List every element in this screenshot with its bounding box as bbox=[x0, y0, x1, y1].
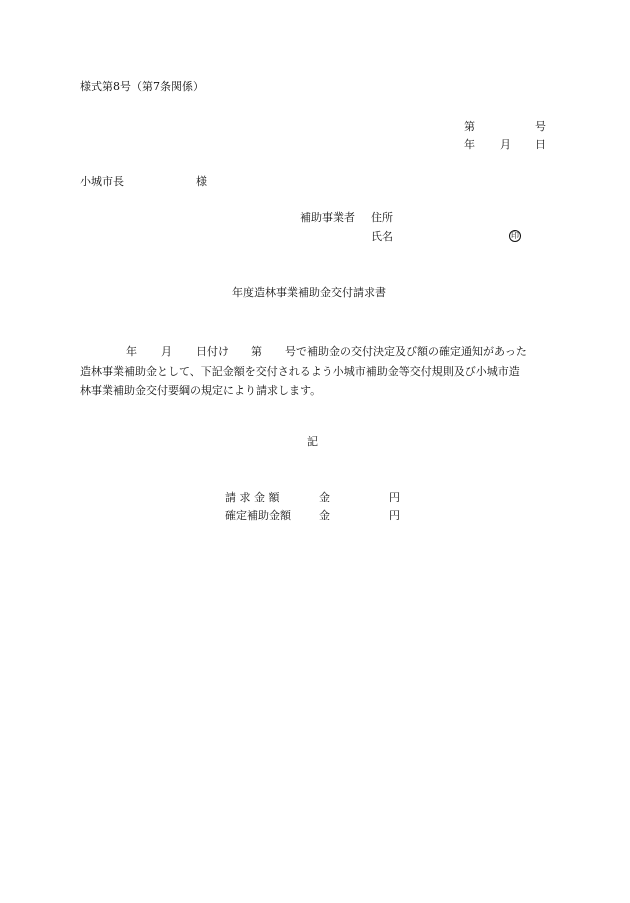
date-month: 月 bbox=[500, 138, 511, 151]
form-number: 様式第8号（第7条関係） bbox=[80, 80, 204, 93]
body-day: 日付け bbox=[196, 345, 229, 358]
body-line-3: 林事業補助金交付要綱の規定により請求します。 bbox=[80, 384, 322, 397]
seal-mark: 印 bbox=[511, 231, 519, 240]
addressee-honorific: 様 bbox=[196, 175, 207, 188]
amount-label-request: 請 求 金 額 bbox=[225, 491, 280, 504]
body-line-1-rest: 号で補助金の交付決定及び額の確定通知があった bbox=[285, 345, 527, 358]
date-day: 日 bbox=[535, 138, 546, 151]
body-dai: 第 bbox=[251, 345, 262, 358]
ki-marker: 記 bbox=[307, 435, 318, 448]
body-month: 月 bbox=[161, 345, 172, 358]
date-year: 年 bbox=[464, 138, 475, 151]
body-line-2: 造林事業補助金として、下記金額を交付されるよう小城市補助金等交付規則及び小城市造 bbox=[80, 364, 520, 378]
amount-label-confirmed: 確定補助金額 bbox=[225, 509, 291, 522]
addressee-name: 小城市長 bbox=[80, 175, 124, 188]
doc-number-go: 号 bbox=[535, 120, 546, 133]
amount-yen-confirmed: 円 bbox=[389, 509, 400, 522]
amount-kin-confirmed: 金 bbox=[319, 509, 330, 522]
amount-kin-request: 金 bbox=[319, 491, 330, 504]
body-year: 年 bbox=[126, 345, 137, 358]
amount-yen-request: 円 bbox=[389, 491, 400, 504]
body-line-1 bbox=[80, 342, 548, 362]
doc-number-dai: 第 bbox=[464, 120, 475, 133]
body-paragraph bbox=[80, 342, 548, 401]
applicant-role: 補助事業者 bbox=[300, 211, 355, 224]
applicant-address-label: 住所 bbox=[371, 211, 393, 224]
applicant-name-label: 氏名 bbox=[371, 230, 393, 243]
document-title: 年度造林事業補助金交付請求書 bbox=[232, 286, 386, 299]
